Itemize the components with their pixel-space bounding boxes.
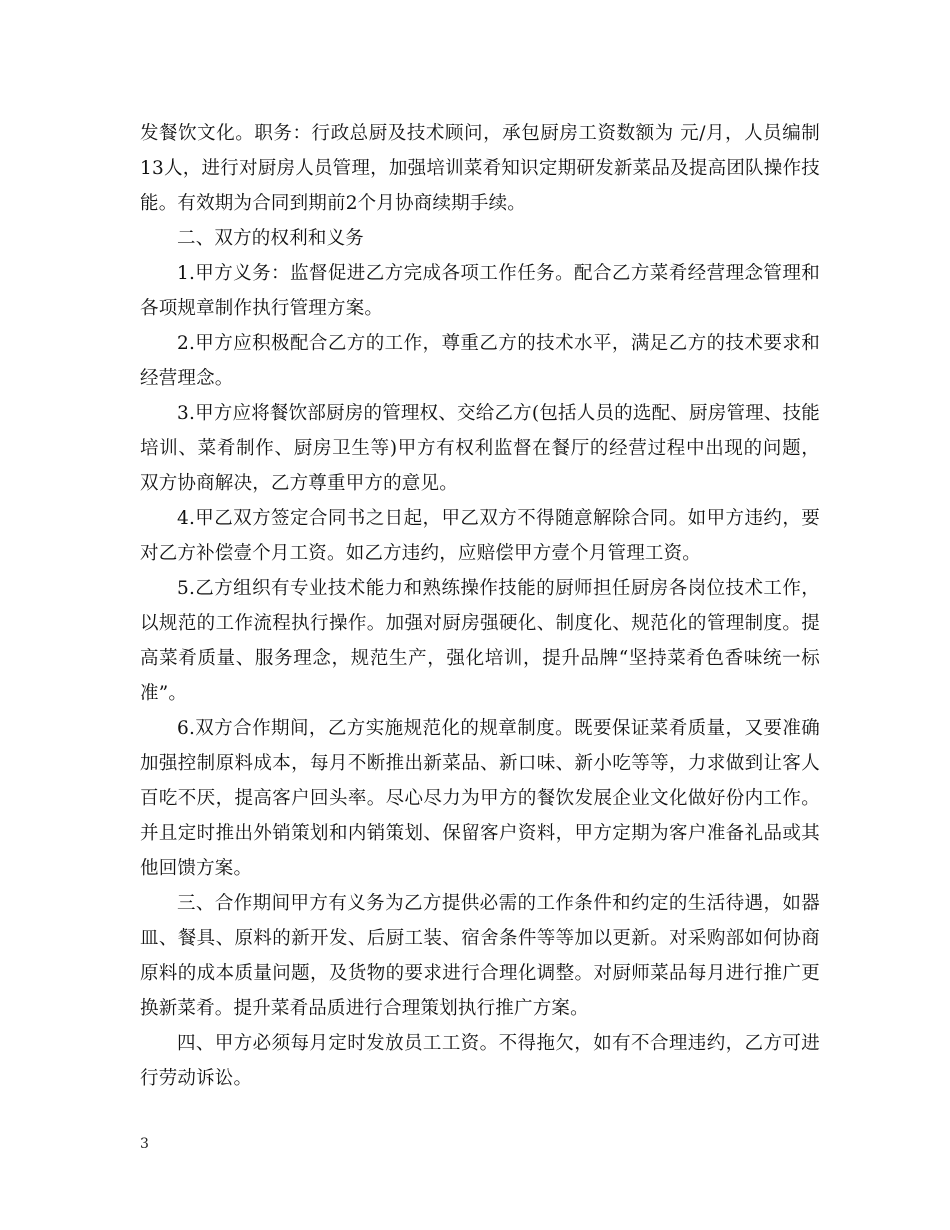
- clause-2: 2.甲方应积极配合乙方的工作，尊重乙方的技术水平，满足乙方的技术要求和经营理念。: [140, 333, 820, 389]
- clause-3: 3.甲方应将餐饮部厨房的管理权、交给乙方(包括人员的选配、厨房管理、技能培训、菜肴制作、厨房卫生等)甲方有权利监督在餐厅的经营过程中出现的问题，双方协商解决，乙方尊重甲方的意见。: [140, 403, 820, 494]
- clause-1: 1.甲方义务：监督促进乙方完成各项工作任务。配合乙方菜肴经营理念管理和各项规章制作执行管理方案。: [140, 263, 820, 319]
- section-four: 四、甲方必须每月定时发放员工工资。不得拖欠，如有不合理违约，乙方可进行劳动诉讼。: [140, 1033, 820, 1089]
- section-three: 三、合作期间甲方有义务为乙方提供必需的工作条件和约定的生活待遇，如器皿、餐具、原料的新开发、后厨工装、宿舍条件等等加以更新。对采购部如何协商原料的成本质量问题，及货物的要求进行合理化调整。对厨师菜品每月进行推广更换新菜肴。提升菜肴品质进行合理策划执行推广方案。: [140, 893, 820, 1019]
- section-heading-rights: 二、双方的权利和义务: [177, 228, 365, 249]
- clause-6: 6.双方合作期间，乙方实施规范化的规章制度。既要保证菜肴质量，又要准确加强控制原料成本，每月不断推出新菜品、新口味、新小吃等等，力求做到让客人百吃不厌，提高客户回头率。尽心尽力为甲方的餐饮发展企业文化做好份内工作。并且定时推出外销策划和内销策划、保留客户资料，甲方定期为客户准备礼品或其他回馈方案。: [140, 718, 820, 879]
- document-body: [140, 116, 820, 1096]
- clause-4: 4.甲乙双方签定合同书之日起，甲乙双方不得随意解除合同。如甲方违约，要对乙方补偿壹个月工资。如乙方违约，应赔偿甲方壹个月管理工资。: [140, 508, 820, 564]
- paragraph-continuation: 发餐饮文化。职务：行政总厨及技术顾问，承包厨房工资数额为 元/月，人员编制13人，进行对厨房人员管理，加强培训菜肴知识定期研发新菜品及提高团队操作技能。有效期为合同到期前2个月协商续期手续。: [140, 123, 820, 214]
- clause-5: 5.乙方组织有专业技术能力和熟练操作技能的厨师担任厨房各岗位技术工作，以规范的工作流程执行操作。加强对厨房强硬化、制度化、规范化的管理制度。提高菜肴质量、服务理念，规范生产，强化培训，提升品牌“坚持菜肴色香味统一标准”。: [140, 578, 820, 704]
- page-number: 3: [140, 1136, 149, 1152]
